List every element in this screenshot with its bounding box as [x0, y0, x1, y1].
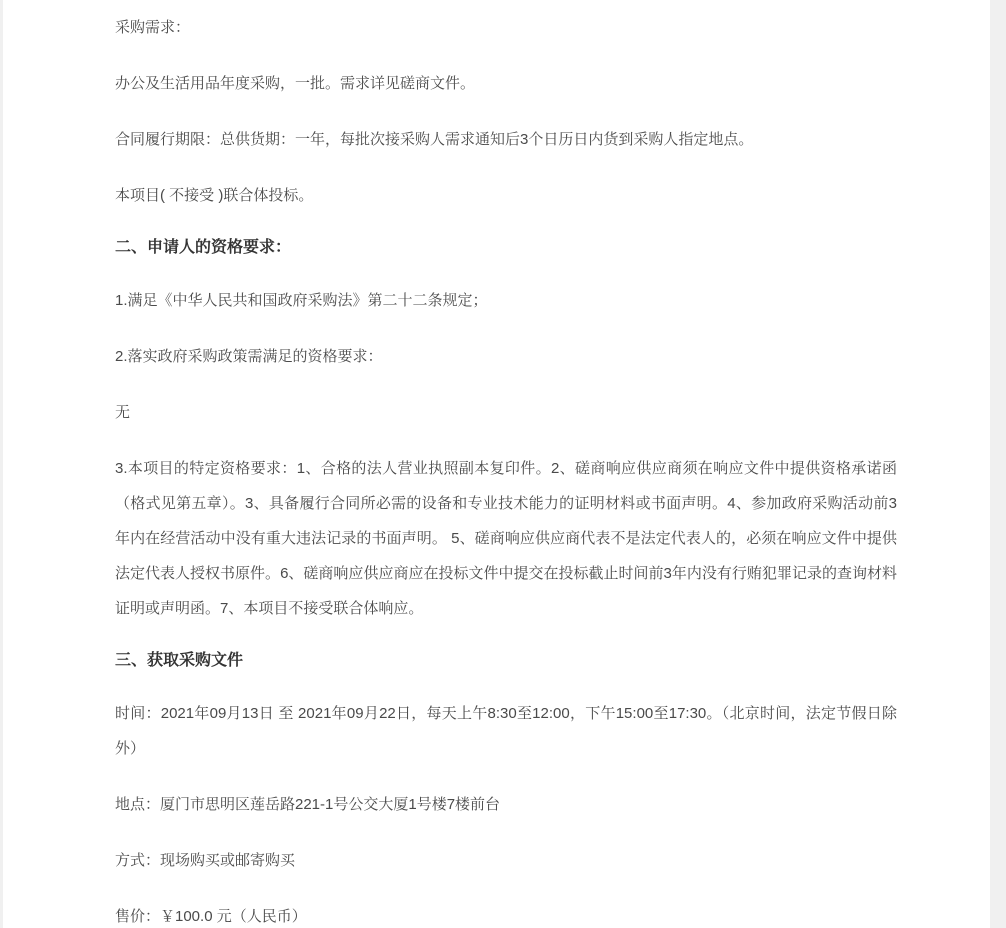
document-paragraph: 无 [115, 404, 131, 421]
document-paragraph: 3.本项目的特定资格要求：1、合格的法人营业执照副本复印件。2、磋商响应供应商须在响应文件中提供资格承诺函（格式见第五章）。3、具备履行合同所必需的设备和专业技术能力的证明材料或书面声明。4、参加政府采购活动前3年内在经营活动中没有重大违法记录的书面声明。 5、磋商响应供应商代表不是法定代表人的，必须在响应文件中提供法定代表人授权书原件。6、磋商响应供应商应在投标文件中提交在投标截止时间前3年内没有行贿犯罪记录的查询材料证明或声明函。7、本项目不接受联合体响应。 [115, 460, 897, 617]
document-body [115, 10, 897, 928]
section-heading: 三、获取采购文件 [115, 652, 244, 669]
document-paragraph: 方式：现场购买或邮寄购买 [115, 852, 296, 869]
document-paragraph: 1.满足《中华人民共和国政府采购法》第二十二条规定； [115, 292, 488, 309]
document-paragraph: 采购需求： [115, 19, 191, 36]
document-paragraph: 2.落实政府采购政策需满足的资格要求： [115, 348, 383, 365]
document-paragraph: 售价：￥100.0 元（人民币） [115, 908, 307, 925]
document-paragraph: 办公及生活用品年度采购，一批。需求详见磋商文件。 [115, 75, 476, 92]
document-paragraph: 时间：2021年09月13日 至 2021年09月22日，每天上午8:30至12:00，下午15:00至17:30。（北京时间，法定节假日除外） [115, 705, 897, 757]
section-heading: 二、申请人的资格要求： [115, 239, 292, 256]
document-paragraph: 合同履行期限：总供货期：一年，每批次接采购人需求通知后3个日历日内货到采购人指定地点。 [115, 131, 754, 148]
document-page [3, 0, 990, 928]
document-paragraph: 本项目( 不接受 )联合体投标。 [115, 187, 314, 204]
document-paragraph: 地点：厦门市思明区莲岳路221-1号公交大厦1号楼7楼前台 [115, 796, 501, 813]
